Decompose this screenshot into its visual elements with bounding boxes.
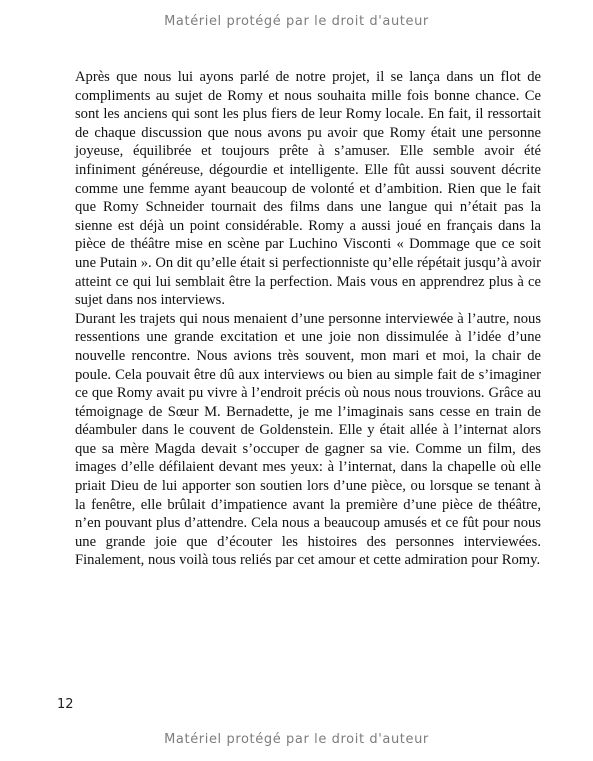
paragraph-2: Durant les trajets qui nous menaient d’une personne interviewée à l’autre, nous ressentions une grande excitation et une joie non dissimulée à l’idée d’une nouvelle rencontre. Nous avions très souvent, mon mari et moi, la chair de poule. Cela pouvait être dû aux interviews ou bien au simple fait de s’imaginer ce que Romy avait pu vivre à l’endroit précis où nous nous trouvions. Grâce au témoignage de Sœur M. Bernadette, je me l’imaginais sans cesse en train de déambuler dans le couvent de Goldenstein. Elle y était allée à l’internat alors que sa mère Magda devait s’occuper de gagner sa vie. Comme un film, des images d’elle défilaient devant mes yeux: à l’internat, dans la chapelle où elle priait Dieu de lui apporter son soutien lors d’une pièce, ou lorsque se tenant à la fenêtre, elle brûlait d’impatience avant la première d’une pièce de théâtre, n’en pouvant plus d’attendre. Cela nous a beaucoup amusés et ce fût pour nous une grande joie que d’écouter les histoires des personnes interviewées. Finalement, nous voilà tous reliés par cet amour et cette admiration pour Romy.	[75, 310, 541, 569]
page-number: 12	[57, 697, 74, 712]
page-body	[75, 68, 541, 570]
paragraph-1: Après que nous lui ayons parlé de notre projet, il se lança dans un flot de compliments au sujet de Romy et nous souhaita mille fois bonne chance. Ce sont les anciens qui sont les plus fiers de leur Romy locale. En fait, il ressortait de chaque discussion que nous avons pu avoir que Romy était une personne joyeuse, équilibrée et toujours prête à s’amuser. Elle semble avoir été infiniment généreuse, dégourdie et intelligente. Elle fût aussi souvent décrite comme une femme ayant beaucoup de volonté et d’ambition. Rien que le fait que Romy Schneider tournait des films dans une langue qui n’était pas la sienne est déjà un point considérable. Romy a aussi joué en français dans la pièce de théâtre mise en scène par Luchino Visconti « Dommage que ce soit une Putain ». On dit qu’elle était si perfectionniste qu’elle répétait jusqu’à avoir atteint ce qui lui semblait être la perfection. Mais vous en apprendrez plus à ce sujet dans nos interviews.	[75, 69, 541, 309]
copyright-watermark-top: Matériel protégé par le droit d'auteur	[164, 14, 429, 29]
copyright-watermark-bottom: Matériel protégé par le droit d'auteur	[164, 732, 429, 747]
